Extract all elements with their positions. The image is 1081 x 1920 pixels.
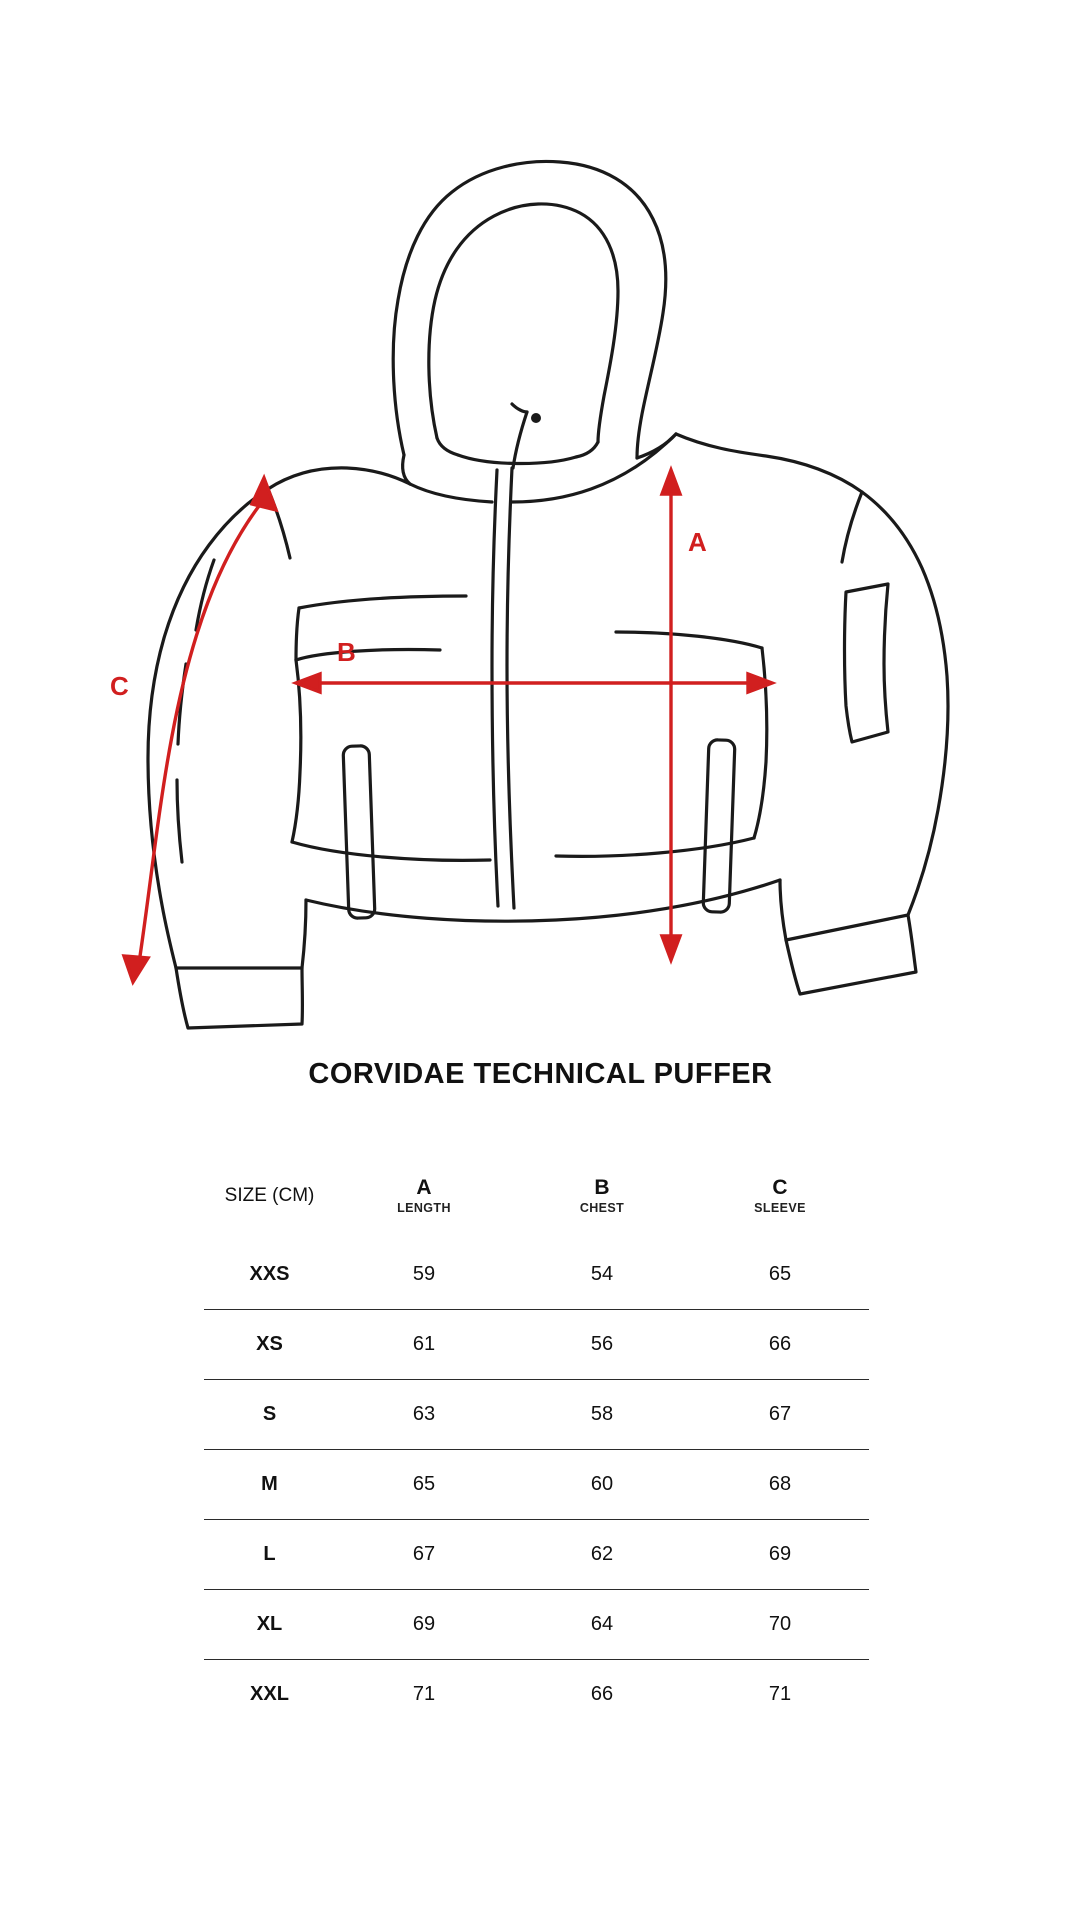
table-row [204,1660,869,1730]
header-a [335,1152,513,1240]
cell-sleeve: 68 [768,1473,792,1495]
label-b: B [337,637,356,667]
label-c: C [110,671,129,701]
cell-length: 59 [412,1263,436,1285]
header-b-sub: CHEST [579,1201,625,1216]
table-header-row [204,1152,869,1240]
cell-length: 61 [412,1333,436,1355]
size-chart-table [204,1152,869,1729]
header-c [691,1152,869,1240]
cell-size: XS [256,1333,283,1355]
header-size: SIZE (CM) [224,1185,315,1206]
cell-sleeve: 69 [768,1543,792,1565]
table-row [204,1380,869,1450]
label-a: A [688,527,707,557]
cell-chest: 54 [590,1263,614,1285]
header-b-letter: B [594,1175,610,1199]
table-row [204,1240,869,1310]
cell-sleeve: 70 [768,1613,792,1635]
table-row [204,1450,869,1520]
table-row [204,1590,869,1660]
header-c-sub: SLEEVE [754,1201,806,1216]
cell-length: 69 [412,1613,436,1635]
cell-chest: 64 [590,1613,614,1635]
cell-chest: 56 [590,1333,614,1355]
header-c-letter: C [772,1175,788,1199]
cell-chest: 58 [590,1403,614,1425]
cell-sleeve: 65 [768,1263,792,1285]
cell-sleeve: 67 [768,1403,792,1425]
cell-length: 63 [412,1403,436,1425]
header-a-letter: A [416,1175,432,1199]
table-row [204,1520,869,1590]
cell-sleeve: 71 [768,1683,792,1705]
cell-size: M [261,1473,278,1495]
page-title: CORVIDAE TECHNICAL PUFFER [308,1058,773,1090]
cell-size: XXS [249,1263,290,1285]
cell-chest: 66 [590,1683,614,1705]
table-row [204,1310,869,1380]
header-b [513,1152,691,1240]
cell-size: S [262,1403,277,1425]
cell-chest: 60 [590,1473,614,1495]
cell-length: 71 [412,1683,436,1705]
header-a-sub: LENGTH [397,1201,451,1216]
cell-length: 67 [412,1543,436,1565]
cell-size: XL [256,1613,283,1635]
cell-size: L [263,1543,276,1565]
cell-sleeve: 66 [768,1333,792,1355]
cell-length: 65 [412,1473,436,1495]
cell-size: XXL [250,1683,289,1705]
cell-chest: 62 [590,1543,614,1565]
